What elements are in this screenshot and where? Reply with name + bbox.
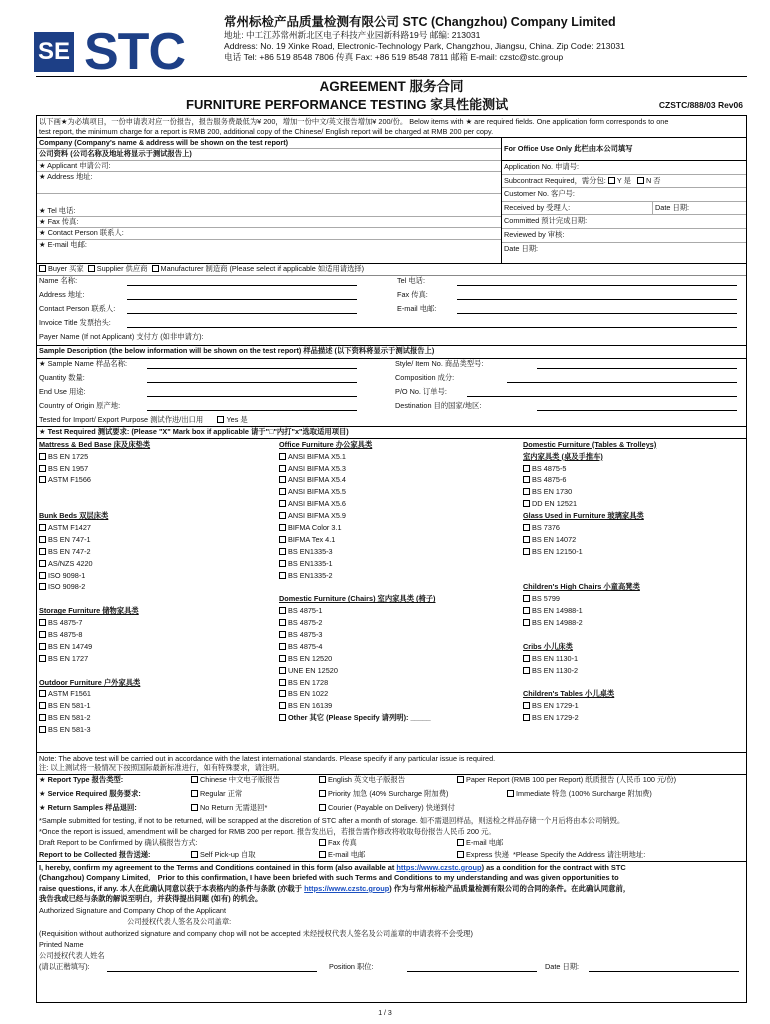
- test-standard-label: BS EN 1725: [48, 451, 89, 461]
- po-line[interactable]: [467, 389, 737, 397]
- agreement-text-6: 我告我或已经与条款的解说至明白，并获得提出问题 (如有) 的机会。: [39, 894, 263, 904]
- test-standard-label: ASTM F1566: [48, 475, 91, 485]
- test-checkbox[interactable]: [523, 619, 530, 626]
- chinese-report-checkbox[interactable]: [191, 776, 198, 783]
- test-standard-label: BS EN 581-2: [48, 713, 91, 723]
- priority-service-checkbox[interactable]: [319, 790, 326, 797]
- express-address-note: *Please Specify the Address 请注明地址:: [513, 849, 646, 859]
- agreement-text-2: ) as a condition for the contract with STC: [481, 862, 626, 872]
- no-return-label: No Return 无需退回*: [200, 802, 268, 812]
- test-checkbox[interactable]: [523, 714, 530, 721]
- import-export-row: [37, 415, 746, 427]
- test-checkbox[interactable]: [523, 476, 530, 483]
- test-standard-label: BS 4875-8: [48, 630, 83, 639]
- test-checkbox[interactable]: [279, 453, 286, 460]
- party-tel-line[interactable]: [457, 278, 737, 286]
- form-code: CZSTC/888/03 Rev06: [658, 100, 743, 110]
- test-checkbox[interactable]: [39, 631, 46, 638]
- subcontract-label: Subcontract Required，需分包:: [504, 175, 606, 185]
- style-line[interactable]: [537, 361, 737, 369]
- test-standard-label: BS EN 14749: [48, 641, 93, 651]
- self-pickup-label: Self Pick-up 自取: [200, 849, 256, 859]
- test-standard-label: BS EN 14988-1: [532, 606, 583, 616]
- test-standard-label: BS 4875-7: [48, 618, 83, 628]
- test-standard-label: BS EN 1727: [48, 653, 89, 663]
- intro-line1: 以下画★为必填项目，一份申请表对应一份报告，报告服务费最低为¥ 200，增加一份中文/英文报告增加¥ 200/份。 Below items with ★ are required fields. One application form corresponds to one: [39, 117, 669, 126]
- buyer-label: Buyer 买家: [48, 264, 84, 273]
- test-checkbox[interactable]: [279, 619, 286, 626]
- test-checkbox[interactable]: [523, 465, 530, 472]
- address-en: Address: No. 19 Xinke Road, Electronic-Technology Park, Changzhou, Jiangsu, China. Zip Code: 213031: [224, 41, 625, 51]
- test-standard-label: UNE EN 12520: [288, 665, 338, 675]
- regular-service-label: Regular 正常: [200, 788, 243, 798]
- terms-link[interactable]: https://www.czstc.group: [396, 862, 482, 872]
- party-type-row: [37, 264, 746, 276]
- application-form: [36, 115, 747, 1003]
- agreement-text-4: raise questions, if any. 本人在此确认同意以获于本表格内的条件与条款 (亦载于: [39, 883, 305, 893]
- collect-email-checkbox[interactable]: [319, 851, 326, 858]
- test-spacer: [39, 667, 276, 679]
- style-label: Style/ Item No. 商品类型号:: [395, 358, 484, 368]
- test-checkbox[interactable]: [39, 714, 46, 721]
- review-date: Date 日期:: [504, 243, 539, 253]
- test-checkbox[interactable]: [523, 655, 530, 662]
- party-address-row: [37, 290, 746, 304]
- test-checkbox[interactable]: [279, 512, 286, 519]
- test-checkbox[interactable]: [279, 655, 286, 662]
- test-standard-label: BS EN1335-3: [288, 546, 333, 556]
- test-standard-label: ISO 9098-1: [48, 570, 86, 580]
- po-label: P/O No. 订单号:: [395, 386, 447, 396]
- courier-label: Courier (Payable on Delivery) 快递到付: [328, 802, 455, 812]
- company-logo-mark: SE: [34, 32, 74, 72]
- service-label: ★ Service Required 服务要求:: [39, 788, 141, 798]
- test-item-bs-en-1130-2[interactable]: [523, 667, 747, 679]
- draft-report-row: [37, 838, 746, 850]
- return-samples-label: ★ Return Samples 样品退回:: [39, 802, 137, 812]
- invoice-row: [37, 318, 746, 332]
- paper-report-label: Paper Report (RMB 100 per Report) 纸质报告 (人民币 100 元/份): [466, 774, 677, 784]
- report-collection-label: Report to be Collected 报告送递:: [39, 849, 151, 859]
- test-item-bs-en-581-3[interactable]: [39, 726, 276, 738]
- note-en: Note: The above test will be carried out in accordance with the latest international standards. Please specify if any particular issue is required.: [39, 753, 496, 763]
- company-logo-text: STC: [84, 23, 185, 81]
- party-address-label: Address 地址:: [39, 289, 85, 299]
- test-checkbox[interactable]: [39, 690, 46, 697]
- test-checkbox[interactable]: [279, 607, 286, 614]
- supplier-checkbox[interactable]: [88, 265, 95, 272]
- test-checkbox[interactable]: [279, 667, 286, 674]
- office-use-heading: For Office Use Only 此栏由本公司填写: [502, 138, 746, 161]
- test-checkbox[interactable]: [523, 702, 530, 709]
- test-checkbox[interactable]: [279, 548, 286, 555]
- test-category-title: Outdoor Furniture 户外家具类: [39, 677, 141, 687]
- test-standard-label: BS EN1335-2: [288, 570, 333, 580]
- test-checkbox[interactable]: [279, 572, 286, 579]
- test-standard-label: BS EN 16139: [288, 701, 333, 711]
- test-checkbox[interactable]: [523, 488, 530, 495]
- quantity-line[interactable]: [147, 375, 357, 383]
- test-spacer: [523, 560, 747, 572]
- position-line[interactable]: [407, 964, 537, 972]
- test-checkbox[interactable]: [39, 726, 46, 733]
- report-type-row: [37, 775, 746, 789]
- printed-name-row: [37, 962, 746, 975]
- form-title: [36, 76, 747, 114]
- self-pickup-checkbox[interactable]: [191, 851, 198, 858]
- test-standard-label: BS 4875-3: [288, 630, 323, 639]
- end-use-label: End Use 用途:: [39, 386, 86, 396]
- test-standard-label: ANSI BIFMA X5.4: [288, 475, 346, 485]
- sample-heading: Sample Description (the below information will be shown on the test report) 样品描述 (以下资料将显示于测试报告上): [37, 346, 746, 359]
- test-checkbox[interactable]: [279, 643, 286, 650]
- letterhead: [28, 10, 748, 81]
- test-checkbox[interactable]: [279, 476, 286, 483]
- immediate-service-checkbox[interactable]: [507, 790, 514, 797]
- no-return-checkbox[interactable]: [191, 804, 198, 811]
- test-category-title: Office Furniture 办公家具类: [279, 439, 373, 449]
- agreement-statement: [37, 862, 746, 906]
- party-tel-label: Tel 电话:: [397, 275, 425, 285]
- test-checkbox[interactable]: [279, 465, 286, 472]
- collect-email-label: E-mail 电邮: [328, 849, 366, 859]
- test-standard-label: BS EN 1730: [532, 487, 573, 497]
- manufacturer-checkbox[interactable]: [152, 265, 159, 272]
- printed-name-label: Printed Name: [39, 939, 84, 949]
- service-row: [37, 789, 746, 803]
- quantity-label: Quantity 数量:: [39, 372, 85, 382]
- test-checkbox[interactable]: [279, 714, 286, 721]
- contact-person-field[interactable]: ★ Contact Person 联系人:: [37, 228, 501, 239]
- test-standard-label: BS EN 14072: [532, 534, 577, 544]
- origin-line[interactable]: [147, 403, 357, 411]
- test-checkbox[interactable]: [523, 524, 530, 531]
- reviewed-by: Reviewed by 审核:: [502, 229, 746, 243]
- tests-column-1: [39, 441, 276, 738]
- draft-fax-checkbox[interactable]: [319, 839, 326, 846]
- sample-name-line[interactable]: [147, 361, 357, 369]
- address-cn: 地址: 中工江苏常州新北区电子科技产业园新科路19号 邮编: 213031: [224, 30, 481, 40]
- printed-name-label-cn: 公司授权代表人姓名: [39, 950, 105, 960]
- test-standard-label: DD EN 12521: [532, 499, 578, 509]
- test-item-bs-en1335-2[interactable]: [279, 572, 516, 584]
- test-checkbox[interactable]: [279, 690, 286, 697]
- test-checkbox[interactable]: [279, 679, 286, 686]
- party-address-line[interactable]: [127, 292, 357, 300]
- test-standard-label: BS EN 12150-1: [532, 546, 583, 556]
- invoice-line[interactable]: [127, 320, 737, 328]
- signature-requirement-note: (Requisition without authorized signature and company chop will not be accepted 未经授权代表人签名及公司盖章的申请表将不会受理): [39, 928, 473, 938]
- contact-line: 电话 Tel: +86 519 8548 7806 传真 Fax: +86 519 8548 7811 邮箱 E-mail: czstc@stc.group: [224, 52, 564, 62]
- english-report-checkbox[interactable]: [319, 776, 326, 783]
- subcontract-row: [502, 175, 746, 189]
- test-standard-label: BS EN 1022: [288, 689, 329, 699]
- report-type-label: ★ Report Type 报告类型:: [39, 774, 124, 784]
- position-label: Position 职位:: [329, 961, 374, 971]
- test-standard-label: BS 7376: [532, 522, 560, 532]
- courier-checkbox[interactable]: [319, 804, 326, 811]
- party-name-line[interactable]: [127, 278, 357, 286]
- page-number: 1 / 3: [378, 1010, 392, 1017]
- regular-service-checkbox[interactable]: [191, 790, 198, 797]
- import-export-label: Tested for Import/ Export Purpose 测试作进/出口用: [39, 414, 204, 424]
- test-standard-label: BS 4875-1: [288, 606, 323, 616]
- import-export-yes-checkbox[interactable]: [217, 416, 224, 423]
- test-checkbox[interactable]: [279, 631, 286, 638]
- sample-name-row: [37, 359, 746, 373]
- address-field-continued[interactable]: [37, 194, 501, 205]
- immediate-service-label: Immediate 特急 (100% Surcharge 附加费): [516, 788, 652, 798]
- test-checkbox[interactable]: [523, 536, 530, 543]
- test-category-title: Storage Furniture 储物家具类: [39, 606, 139, 616]
- destination-line[interactable]: [537, 403, 737, 411]
- company-info: [224, 14, 764, 63]
- fax-field[interactable]: ★ Fax 传真:: [37, 217, 501, 228]
- end-use-line[interactable]: [147, 389, 357, 397]
- origin-label: Country of Origin 原产地:: [39, 400, 121, 410]
- test-standard-label: BS EN 581-1: [48, 701, 91, 711]
- test-standard-label: ANSI BIFMA X5.3: [288, 463, 346, 473]
- test-standard-label: BS EN 12520: [288, 653, 333, 663]
- test-standard-label: BS 4875-5: [532, 463, 567, 473]
- test-checkbox[interactable]: [279, 702, 286, 709]
- english-report-label: English 英文电子版报告: [328, 774, 406, 784]
- test-checkbox[interactable]: [39, 524, 46, 531]
- quantity-row: [37, 373, 746, 387]
- chinese-report-label: Chinese 中文电子版报告: [200, 774, 280, 784]
- test-checkbox[interactable]: [523, 548, 530, 555]
- received-by-label: Received by 受理人:: [504, 202, 571, 212]
- application-no: Application No. 申请号:: [502, 161, 746, 175]
- party-fax-label: Fax 传真:: [397, 289, 428, 299]
- terms-link-cn[interactable]: https://www.czstc.group: [304, 883, 390, 893]
- draft-email-checkbox[interactable]: [457, 839, 464, 846]
- company-heading-cn: 公司资料 (公司名称及地址将显示于测试报告上): [37, 149, 501, 160]
- intro-line2: test report, the minimum charge for a report is RMB 200, additional copy of the Chinese/ English report will be charged at RMB 200 per copy.: [39, 126, 494, 136]
- signature-label: Authorized Signature and Company Chop of the Applicant: [39, 905, 227, 915]
- draft-email-label: E-mail 电邮: [466, 837, 504, 847]
- express-checkbox[interactable]: [457, 851, 464, 858]
- test-checkbox[interactable]: [39, 548, 46, 555]
- company-section: [37, 138, 746, 264]
- sign-date-label: Date 日期:: [545, 961, 580, 971]
- test-checkbox[interactable]: [523, 667, 530, 674]
- test-checkbox[interactable]: [39, 619, 46, 626]
- test-category-title: Mattress & Bed Base 床及床垫类: [39, 439, 151, 449]
- party-name-label: Name 名称:: [39, 275, 78, 285]
- return-samples-row: [37, 803, 746, 816]
- payer-label: Payer Name (If not Applicant) 支付方 (如非申请方):: [39, 331, 204, 341]
- received-row: [502, 202, 746, 216]
- destination-label: Destination 目的国家/地区:: [395, 400, 482, 410]
- test-checkbox[interactable]: [279, 488, 286, 495]
- email-field[interactable]: ★ E-mail 电邮:: [39, 239, 87, 249]
- test-required-heading: ★ Test Required 测试要求: (Please "X" Mark box if applicable 请于"□"内打"x"选取适用项目): [37, 427, 746, 439]
- test-category-title: Bunk Beds 双层床类: [39, 511, 109, 521]
- test-standard-label: Other 其它 (Please Specify 请列明): _____: [288, 713, 431, 723]
- paper-report-checkbox[interactable]: [457, 776, 464, 783]
- sign-date-line[interactable]: [589, 964, 739, 972]
- test-standard-label: BS EN 747-2: [48, 546, 91, 556]
- printed-name-line[interactable]: [107, 964, 317, 972]
- test-item-iso-9098-2[interactable]: [39, 583, 276, 595]
- test-item-bs-en-1727[interactable]: [39, 655, 276, 667]
- composition-line[interactable]: [507, 375, 737, 383]
- test-standard-label: BIFMA Color 3.1: [288, 522, 342, 532]
- agreement-title: AGREEMENT 服务合同: [319, 79, 464, 94]
- test-standard-label: BS EN1335-1: [288, 558, 333, 568]
- test-standard-label: BS EN 1729-1: [532, 701, 579, 711]
- composition-label: Composition 成分:: [395, 372, 455, 382]
- party-name-row: [37, 276, 746, 290]
- subcontract-no-checkbox[interactable]: [637, 177, 644, 184]
- test-category-title: Cribs 小儿床类: [523, 641, 573, 651]
- test-checkbox[interactable]: [39, 583, 46, 590]
- customer-no: Customer No. 客户号:: [502, 188, 746, 202]
- test-standard-label: BS EN 1130-2: [532, 665, 579, 675]
- test-standard-label: ISO 9098-2: [48, 582, 86, 592]
- test-checkbox[interactable]: [279, 536, 286, 543]
- sample-name-label: ★ Sample Name 样品名称:: [39, 358, 128, 368]
- priority-service-label: Priority 加急 (40% Surcharge 附加费): [328, 788, 449, 798]
- test-standard-label: BIFMA Tex 4.1: [288, 534, 336, 544]
- office-use-panel: [502, 138, 746, 263]
- applicant-field[interactable]: ★ Applicant 申请公司:: [37, 161, 501, 172]
- agreement-text-1: I, hereby, confirm my agreement to the Terms and Conditions contained in this form (also available at: [39, 862, 397, 872]
- subcontract-no-label: N 否: [645, 175, 661, 185]
- test-checkbox[interactable]: [39, 476, 46, 483]
- test-standard-label: AS/NZS 4220: [48, 558, 93, 568]
- draft-report-label: Draft Report to be Confirmed by 确认稿报告方式:: [39, 837, 198, 847]
- standards-note: [37, 753, 746, 775]
- address-field[interactable]: ★ Address 地址:: [37, 172, 501, 195]
- test-checkbox[interactable]: [523, 607, 530, 614]
- tests-column-3: [523, 441, 747, 726]
- import-export-yes-label: Yes 是: [226, 414, 248, 424]
- test-category-title: Children's High Chairs 小童高凳类: [523, 582, 640, 592]
- party-contact-label: Contact Person 联系人:: [39, 303, 116, 313]
- test-standard-label: BS EN 747-1: [48, 534, 91, 544]
- party-email-line[interactable]: [457, 306, 737, 314]
- tests-column-2: [279, 441, 516, 726]
- party-note: (Please select if applicable 如适用请选择): [229, 264, 365, 273]
- test-checkbox[interactable]: [39, 655, 46, 662]
- test-category-title: Domestic Furniture (Chairs) 室内家具类 (椅子): [279, 594, 436, 604]
- manufacturer-label: Manufacturer 制造商: [160, 264, 228, 273]
- signature-label-cn[interactable]: 公司授权代表人签名及公司盖章:: [127, 916, 232, 926]
- test-checkbox[interactable]: [279, 560, 286, 567]
- invoice-label: Invoice Title 发票抬头:: [39, 317, 111, 327]
- received-date-label: Date 日期:: [652, 202, 691, 215]
- note-cn: 注: 以上测试将一般情况下按照国际最新标准进行，如有特殊要求，请注明。: [39, 763, 284, 773]
- test-standard-label: ASTM F1561: [48, 689, 91, 699]
- test-checkbox[interactable]: [39, 572, 46, 579]
- sample-scrap-note: *Sample submitted for testing, if not to be returned, will be scrapped at the discretion of STC after a month of storage. 如不需退回样品，则送检之样品存储一个月后将由本公司销毁。: [39, 815, 625, 825]
- company-name: 常州标检产品质量检测有限公司 STC (Changzhou) Company Limited: [224, 15, 616, 29]
- test-standard-label: ANSI BIFMA X5.6: [288, 499, 346, 509]
- test-standard-label: ANSI BIFMA X5.1: [288, 451, 346, 461]
- test-checkbox[interactable]: [279, 524, 286, 531]
- report-collection-row: [37, 850, 746, 862]
- company-heading: Company (Company's name & address will be shown on the test report): [37, 138, 501, 149]
- test-category-title: Children's Tables 小儿桌类: [523, 689, 615, 699]
- test-category-title: 室内家具类 (桌及手推车): [523, 451, 603, 461]
- test-checkbox[interactable]: [523, 500, 530, 507]
- party-email-label: E-mail 电邮:: [397, 303, 437, 313]
- tel-field[interactable]: ★ Tel 电话:: [37, 206, 501, 217]
- test-standard-label: BS 5799: [532, 594, 560, 604]
- test-standard-label: ASTM F1427: [48, 522, 91, 532]
- party-contact-line[interactable]: [127, 306, 357, 314]
- tests-grid: [37, 439, 746, 753]
- amendment-note: *Once the report is issued, amendment will be charged for RMB 200 per report. 报告发出后，若报告需作修改将收取每份报告人民币 200 元。: [39, 826, 496, 836]
- test-standard-label: ANSI BIFMA X5.9: [288, 511, 346, 521]
- test-item-bs-en-14988-2[interactable]: [523, 619, 747, 631]
- test-standard-label: BS 4875-4: [288, 641, 323, 651]
- test-item-other-please-specify[interactable]: [279, 714, 516, 726]
- agreement-text-3: (Changzhou) Company Limited． Prior to this confirmation, I have been briefed with such Terms and Conditions to my understanding and was given opportunities to: [39, 873, 619, 883]
- block-letters-label: (请以正楷填写):: [39, 961, 90, 971]
- buyer-checkbox[interactable]: [39, 265, 46, 272]
- agreement-text-5: ) 作为与常州标检产品质量检测有限公司的合同的条件。在此确认同意前，: [389, 883, 631, 893]
- draft-fax-label: Fax 传真: [328, 837, 357, 847]
- test-checkbox[interactable]: [39, 536, 46, 543]
- express-label: Express 快递: [466, 849, 509, 859]
- test-category-title: Glass Used in Furniture 玻璃家具类: [523, 511, 644, 521]
- test-standard-label: BS 4875-2: [288, 618, 323, 628]
- test-standard-label: BS 4875-6: [532, 475, 567, 485]
- test-checkbox[interactable]: [39, 560, 46, 567]
- subcontract-yes-checkbox[interactable]: [608, 177, 615, 184]
- company-fields: [37, 138, 502, 263]
- test-standard-label: BS EN 14988-2: [532, 618, 583, 628]
- end-use-row: [37, 387, 746, 401]
- test-standard-label: BS EN 1729-2: [532, 713, 579, 723]
- test-item-astm-f1566[interactable]: [39, 476, 276, 488]
- party-contact-row: [37, 304, 746, 318]
- test-checkbox[interactable]: [279, 500, 286, 507]
- test-item-bs-en-1729-2[interactable]: [523, 714, 747, 726]
- origin-row: [37, 401, 746, 415]
- test-standard-label: BS EN 1130-1: [532, 653, 579, 663]
- test-checkbox[interactable]: [523, 595, 530, 602]
- test-checkbox[interactable]: [39, 453, 46, 460]
- test-spacer: [39, 488, 276, 500]
- committed-date: Committed 预计完成日期:: [502, 215, 746, 229]
- test-checkbox[interactable]: [39, 465, 46, 472]
- test-checkbox[interactable]: [39, 702, 46, 709]
- test-checkbox[interactable]: [39, 643, 46, 650]
- subcontract-yes-label: Y 是: [616, 175, 631, 185]
- payer-row: [37, 332, 746, 346]
- party-fax-line[interactable]: [457, 292, 737, 300]
- testing-title: FURNITURE PERFORMANCE TESTING 家具性能测试: [186, 97, 509, 112]
- test-item-bs-en-12150-1[interactable]: [523, 548, 747, 560]
- test-standard-label: BS EN 1957: [48, 463, 89, 473]
- test-standard-label: ANSI BIFMA X5.5: [288, 487, 346, 497]
- test-standard-label: BS EN 581-3: [48, 725, 91, 735]
- test-standard-label: BS EN 1728: [288, 677, 329, 687]
- test-category-title: Domestic Furniture (Tables & Trolleys): [523, 439, 657, 449]
- supplier-label: Supplier 供应商: [96, 264, 148, 273]
- intro-note: [37, 116, 746, 138]
